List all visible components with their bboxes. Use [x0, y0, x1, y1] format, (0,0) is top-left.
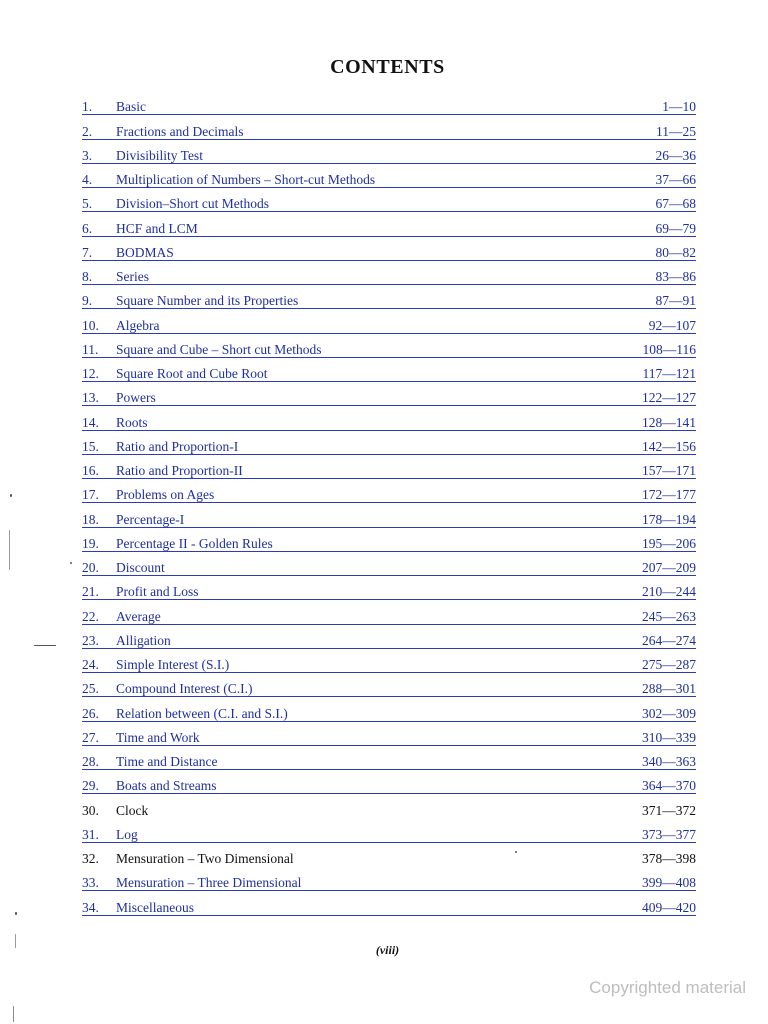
chapter-number: 30.	[82, 802, 99, 818]
chapter-number: 31.	[82, 826, 99, 842]
chapter-title: HCF and LCM	[116, 220, 198, 236]
page-range: 210—244	[642, 584, 696, 600]
page-range: 310—339	[642, 729, 696, 745]
toc-entry[interactable]	[82, 115, 696, 139]
chapter-number: 8.	[82, 269, 93, 284]
toc-entry[interactable]	[82, 140, 696, 164]
chapter-number: 16.	[82, 463, 99, 478]
toc-entry[interactable]	[82, 649, 696, 673]
page-range: 371—372	[642, 802, 696, 818]
toc-entry[interactable]	[82, 212, 696, 236]
page-range: 11—25	[656, 123, 696, 139]
chapter-number: 19.	[82, 535, 99, 551]
chapter-number: 11.	[82, 341, 99, 357]
chapter-number: 29.	[82, 778, 99, 794]
chapter-title: Problems on Ages	[116, 487, 215, 503]
toc-entry[interactable]	[82, 600, 696, 624]
page-range: 69—79	[655, 220, 696, 236]
chapter-number: 18.	[82, 511, 99, 527]
chapter-number: 20.	[82, 560, 99, 575]
chapter-title: Boats and Streams	[116, 778, 217, 794]
toc-entry[interactable]	[82, 528, 696, 552]
chapter-number: 22.	[82, 608, 99, 624]
toc-entry	[82, 794, 696, 818]
page-range: 195—206	[642, 535, 696, 551]
toc-entry[interactable]	[82, 673, 696, 697]
scan-speck	[15, 934, 16, 948]
chapter-title: Percentage-I	[116, 511, 185, 527]
page-range: 92—107	[648, 317, 696, 333]
chapter-title: Time and Distance	[116, 754, 218, 769]
chapter-number: 23.	[82, 632, 99, 648]
chapter-number: 3.	[82, 147, 93, 163]
chapter-title: Divisibility Test	[116, 147, 203, 163]
chapter-number: 15.	[82, 438, 99, 454]
page-range: 275—287	[642, 657, 696, 672]
page-range: 378—398	[642, 851, 696, 866]
chapter-title: Mensuration – Three Dimensional	[116, 875, 302, 891]
toc-entry[interactable]	[82, 188, 696, 212]
chapter-title: Relation between (C.I. and S.I.)	[116, 705, 288, 721]
page-range: 142—156	[642, 438, 696, 454]
chapter-title: Ratio and Proportion-II	[116, 463, 243, 478]
toc-entry[interactable]	[82, 891, 696, 915]
chapter-number: 6.	[82, 220, 93, 236]
chapter-number: 25.	[82, 681, 99, 697]
chapter-number: 28.	[82, 754, 99, 769]
chapter-title: Basic	[116, 99, 146, 115]
page-range: 67—68	[655, 196, 696, 212]
toc-entry[interactable]	[82, 722, 696, 746]
chapter-number: 24.	[82, 657, 99, 672]
toc-entry[interactable]	[82, 746, 696, 770]
page-range: 172—177	[642, 487, 696, 503]
page-range: 157—171	[642, 463, 696, 478]
toc-entry[interactable]	[82, 406, 696, 430]
table-of-contents	[82, 91, 696, 916]
toc-entry[interactable]	[82, 552, 696, 576]
chapter-title: Discount	[116, 560, 165, 575]
page-range: 117—121	[642, 366, 696, 381]
page-range: 26—36	[655, 147, 696, 163]
chapter-number: 14.	[82, 414, 99, 430]
chapter-number: 13.	[82, 390, 99, 406]
toc-entry[interactable]	[82, 697, 696, 721]
chapter-title: Square Root and Cube Root	[116, 366, 268, 381]
toc-entry[interactable]	[82, 164, 696, 188]
chapter-number: 7.	[82, 244, 93, 260]
chapter-number: 27.	[82, 729, 99, 745]
scan-speck	[13, 1006, 14, 1022]
toc-entry[interactable]	[82, 358, 696, 382]
chapter-title: Series	[116, 269, 149, 284]
page-range: 264—274	[642, 632, 696, 648]
chapter-number: 33.	[82, 875, 99, 891]
page-range: 37—66	[655, 172, 696, 187]
toc-entry[interactable]	[82, 819, 696, 843]
page-range: 245—263	[642, 608, 696, 624]
chapter-number: 10.	[82, 317, 99, 333]
toc-entry[interactable]	[82, 503, 696, 527]
page-range: 1—10	[662, 99, 696, 115]
toc-entry[interactable]	[82, 479, 696, 503]
chapter-number: 21.	[82, 584, 99, 600]
chapter-title: Clock	[116, 802, 149, 818]
chapter-number: 2.	[82, 123, 93, 139]
scan-speck	[9, 530, 10, 570]
toc-entry[interactable]	[82, 625, 696, 649]
chapter-title: Square and Cube – Short cut Methods	[116, 341, 322, 357]
toc-entry[interactable]	[82, 455, 696, 479]
chapter-title: Multiplication of Numbers – Short-cut Methods	[116, 172, 376, 187]
chapter-number: 1.	[82, 99, 93, 115]
toc-entry[interactable]	[82, 867, 696, 891]
chapter-number: 17.	[82, 487, 99, 503]
page-range: 207—209	[642, 560, 696, 575]
chapter-title: Ratio and Proportion-I	[116, 438, 239, 454]
chapter-title: Algebra	[116, 317, 160, 333]
page-range: 288—301	[642, 681, 696, 697]
toc-entry[interactable]	[82, 576, 696, 600]
chapter-title: Miscellaneous	[116, 899, 194, 915]
chapter-title: Roots	[116, 414, 148, 430]
toc-entry[interactable]	[82, 237, 696, 261]
chapter-title: Mensuration – Two Dimensional	[116, 851, 294, 866]
toc-entry	[82, 843, 696, 867]
chapter-title: Percentage II - Golden Rules	[116, 535, 273, 551]
page-range: 87—91	[655, 293, 696, 309]
chapter-title: Compound Interest (C.I.)	[116, 681, 253, 697]
chapter-title: Simple Interest (S.I.)	[116, 657, 230, 672]
scan-speck	[34, 645, 56, 646]
toc-entry[interactable]	[82, 91, 696, 115]
toc-entry[interactable]	[82, 382, 696, 406]
chapter-number: 12.	[82, 366, 99, 381]
chapter-number: 26.	[82, 705, 99, 721]
page-range: 178—194	[642, 511, 696, 527]
page-range: 128—141	[642, 414, 696, 430]
toc-entry[interactable]	[82, 334, 696, 358]
page-range: 340—363	[642, 754, 696, 769]
chapter-number: 32.	[82, 851, 99, 866]
chapter-title: Time and Work	[116, 729, 200, 745]
toc-entry[interactable]	[82, 261, 696, 285]
chapter-number: 9.	[82, 293, 93, 309]
page-range: 364—370	[642, 778, 696, 794]
scan-speck	[10, 494, 12, 497]
page-range: 80—82	[655, 244, 696, 260]
page-number-footer: (viii)	[375, 943, 400, 957]
chapter-number: 34.	[82, 899, 99, 915]
chapter-title: BODMAS	[116, 244, 174, 260]
toc-entry[interactable]	[82, 770, 696, 794]
page-range: 83—86	[655, 269, 696, 284]
copyright-watermark: Copyrighted material	[589, 978, 746, 997]
chapter-title: Fractions and Decimals	[116, 123, 244, 139]
page-range: 373—377	[642, 826, 696, 842]
chapter-title: Powers	[116, 390, 156, 406]
toc-entry[interactable]	[82, 285, 696, 309]
chapter-title: Square Number and its Properties	[116, 293, 299, 309]
chapter-title: Log	[116, 826, 138, 842]
chapter-title: Alligation	[116, 632, 171, 648]
page-title: CONTENTS	[330, 56, 445, 78]
page-range: 409—420	[642, 899, 696, 915]
scan-speck	[15, 912, 17, 915]
chapter-number: 4.	[82, 172, 93, 187]
toc-entry[interactable]	[82, 431, 696, 455]
page-range: 399—408	[642, 875, 696, 891]
chapter-title: Division–Short cut Methods	[116, 196, 270, 212]
scan-speck	[515, 851, 517, 853]
page-range: 122—127	[642, 390, 696, 406]
scan-speck	[70, 562, 72, 564]
chapter-number: 5.	[82, 196, 93, 212]
chapter-title: Profit and Loss	[116, 584, 199, 600]
toc-entry[interactable]	[82, 309, 696, 333]
chapter-title: Average	[116, 608, 161, 624]
page-range: 302—309	[642, 705, 696, 721]
page-range: 108—116	[642, 341, 696, 357]
